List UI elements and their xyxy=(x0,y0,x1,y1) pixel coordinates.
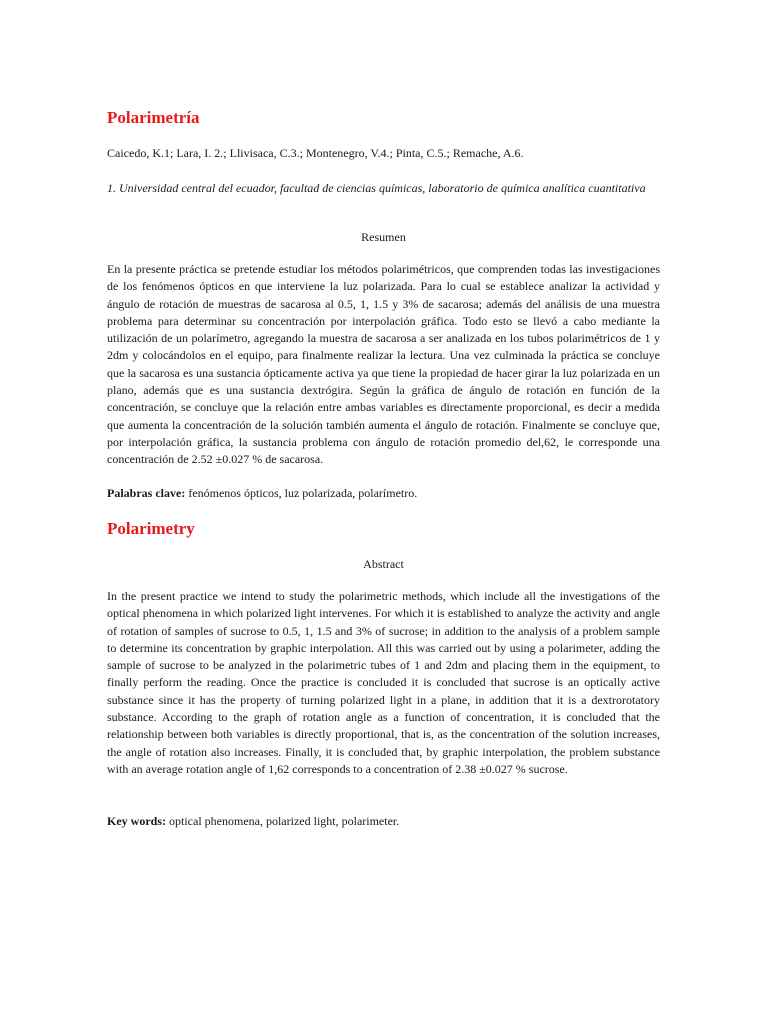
keywords-spanish xyxy=(107,485,660,501)
keywords-label-spanish: Palabras clave: xyxy=(107,486,186,500)
page-title-spanish: Polarimetría xyxy=(107,108,200,127)
abstract-heading: Abstract xyxy=(363,557,404,571)
keywords-label-english: Key words: xyxy=(107,814,166,828)
summary-paragraph: En la presente práctica se pretende estudiar los métodos polarimétricos, que comprenden todas las investigaciones de los fenómenos ópticos en que interviene la luz polarizada. Para lo cual se establece analizar la actividad y ángulo de rotación de muestras de sacarosa al 0.5, 1, 1.5 y 3% de sacarosa; además del análisis de una muestra problema para determinar su concentración por interpolación gráfica. Todo esto se llevó a cabo mediante la utilización de un polarímetro, agregando la muestra de sacarosa a ser analizada en los tubos polarimétricos de 1 y 2dm y colocándolos en el equipo, para finalmente realizar la lectura. Una vez culminada la práctica se concluye que la sacarosa es una sustancia ópticamente activa ya que tiene la propiedad de hacer girar la luz polarizada en un plano, además que es una sustancia dextrógira. Según la gráfica de ángulo de rotación en función de la concentración, se concluye que la relación entre ambas variables es directamente proporcional, es decir a medida que aumenta la concentración de la solución también aumenta el ángulo de rotación. Finalmente se concluye que, por interpolación gráfica, la sustancia problema con ángulo de rotación promedio del,62, le corresponde una concentración de 2.52 ±0.027 % de sacarosa. xyxy=(107,262,660,467)
abstract-paragraph: In the present practice we intend to study the polarimetric methods, which include all the investigations of the optical phenomena in which polarized light intervenes. For which it is established to analyze the activity and angle of rotation of samples of sucrose to 0.5, 1, 1.5 and 3% of sucrose; in addition to the analysis of a problem sample to determine its concentration by graphic interpolation. All this was carried out by using a polarimeter, adding the sample of sucrose to be analyzed in the polarimetric tubes of 1 and 2dm and placing them in the equipment, to finally perform the reading. Once the practice is concluded it is concluded that sucrose is an optically active substance since it has the property of turning polarized light in a plane, in addition that it is a dextrorotatory substance. According to the graph of rotation angle as a function of concentration, it is concluded that the relationship between both variables is directly proportional, that is, as the concentration of the solution increases, the angle of rotation also increases. Finally, it is concluded that, by graphic interpolation, the problem substance with an average rotation angle of 1,62 corresponds to a concentration of 2.38 ±0.027 % sucrose. xyxy=(107,589,660,776)
authors-line: Caicedo, K.1; Lara, I. 2.; Llivisaca, C.3.; Montenegro, V.4.; Pinta, C.5.; Remache, A.6. xyxy=(107,146,524,160)
keywords-english xyxy=(107,813,660,829)
keywords-value-spanish: fenómenos ópticos, luz polarizada, polarímetro. xyxy=(185,486,418,500)
page-title-english: Polarimetry xyxy=(107,519,195,538)
summary-heading: Resumen xyxy=(361,230,406,244)
affiliation-line: 1. Universidad central del ecuador, facultad de ciencias químicas, laboratorio de química analítica cuantitativa xyxy=(107,181,646,195)
keywords-value-english: optical phenomena, polarized light, polarimeter. xyxy=(166,814,400,828)
